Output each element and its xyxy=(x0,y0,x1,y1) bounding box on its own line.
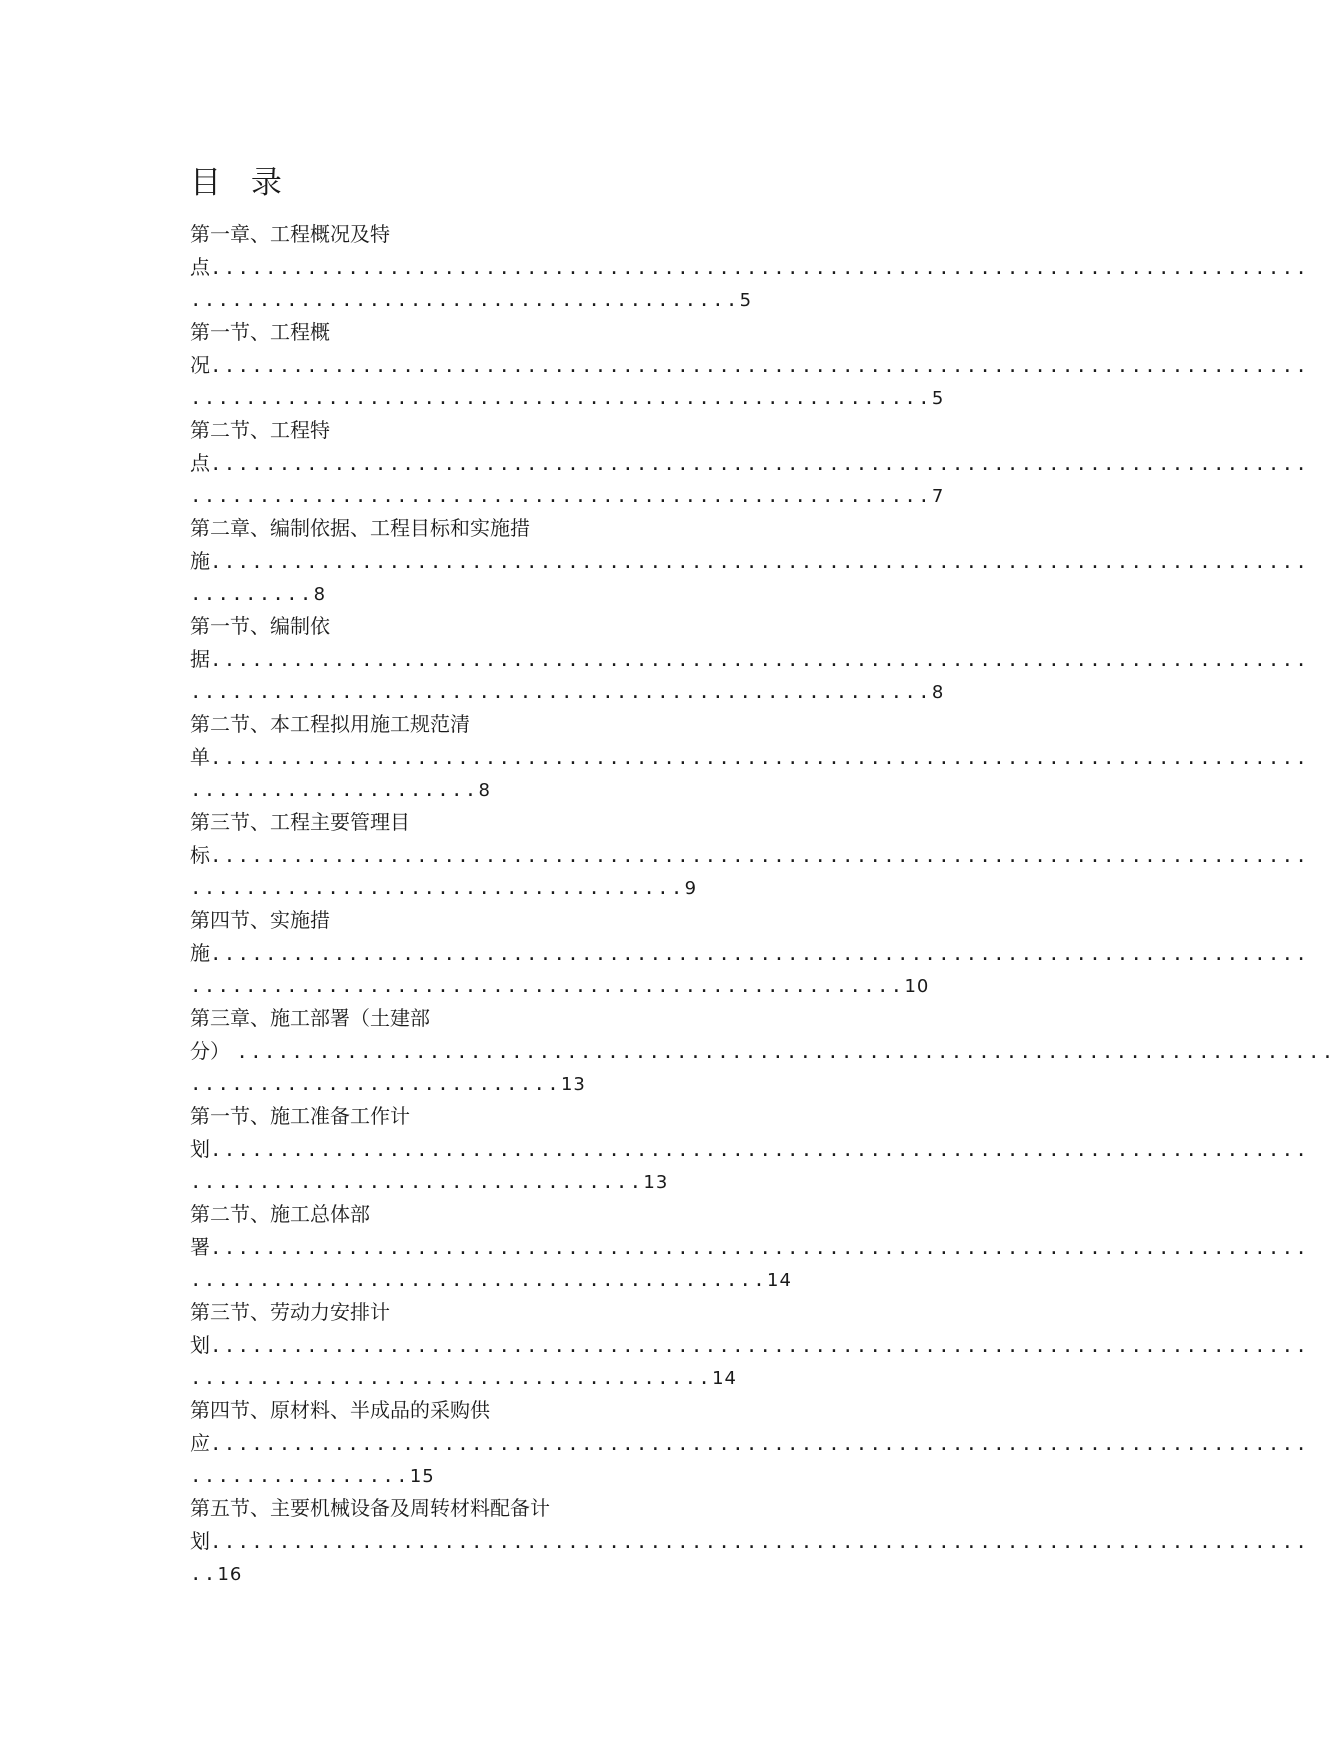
toc-entry-continuation-line xyxy=(190,1231,1310,1264)
leader-dots: ........................................ xyxy=(190,289,740,311)
toc-entry[interactable] xyxy=(190,1100,1310,1198)
toc-entry-heading: 第三节、工程主要管理目 xyxy=(190,810,410,834)
toc-entry-continuation: 标 xyxy=(190,842,210,867)
leader-dots: ......... xyxy=(190,583,314,605)
toc-entry-continuation: 划 xyxy=(190,1332,210,1357)
page-number: 13 xyxy=(643,1172,669,1193)
toc-entry-continuation-line xyxy=(190,349,1310,382)
leader-dots: ................................................................................ xyxy=(210,1432,1310,1455)
toc-entry-continuation-line xyxy=(190,1427,1310,1460)
toc-entry-heading: 第五节、主要机械设备及周转材料配备计 xyxy=(190,1496,550,1520)
toc-entry-continuation-line xyxy=(190,839,1310,872)
leader-dots: .......................................... xyxy=(190,1269,768,1291)
toc-entry-page-line xyxy=(190,381,1066,414)
toc-entry[interactable] xyxy=(190,1492,1310,1590)
toc-entry-continuation-line xyxy=(190,1329,1310,1362)
leader-dots: ................................................................................ xyxy=(210,256,1310,279)
leader-dots: .................................... xyxy=(190,877,685,899)
toc-entry-continuation: 划 xyxy=(190,1528,210,1553)
toc-entry[interactable] xyxy=(190,708,1310,806)
page-number: 14 xyxy=(767,1270,792,1291)
leader-dots: ................................................................................ xyxy=(210,452,1310,475)
toc-list xyxy=(190,218,1335,1590)
toc-entry-continuation-line xyxy=(190,1525,1310,1558)
toc-entry-continuation-line xyxy=(190,643,1310,676)
toc-entry-continuation-line xyxy=(190,251,1310,284)
toc-entry-continuation-line xyxy=(190,447,1310,480)
toc-entry-page-line xyxy=(190,1459,1066,1492)
toc-entry-continuation: 点 xyxy=(190,450,210,475)
toc-entry-continuation: 分） xyxy=(190,1038,230,1063)
leader-dots: ...................................................... xyxy=(190,485,932,507)
toc-entry-heading: 第三节、劳动力安排计 xyxy=(190,1300,390,1324)
toc-entry-page-line xyxy=(190,1263,1066,1296)
toc-entry[interactable] xyxy=(190,1002,1335,1100)
page-number: 16 xyxy=(217,1564,243,1585)
toc-entry-continuation: 据 xyxy=(190,646,210,671)
toc-entry[interactable] xyxy=(190,316,1310,414)
toc-entry-page-line xyxy=(190,283,1066,316)
toc-entry-page-line xyxy=(190,1067,1066,1100)
page-number: 10 xyxy=(904,976,930,997)
leader-dots: .. xyxy=(190,1563,218,1585)
toc-entry-continuation: 况 xyxy=(190,352,210,377)
toc-entry[interactable] xyxy=(190,610,1310,708)
toc-entry-page-line xyxy=(190,577,1066,610)
toc-entry-continuation-line xyxy=(190,937,1310,970)
toc-entry-heading: 第三章、施工部署（土建部 xyxy=(190,1006,430,1030)
leader-dots: ................................................................................ xyxy=(210,1530,1310,1553)
toc-entry-page-line xyxy=(190,675,1066,708)
leader-dots: ................................................................................ xyxy=(210,354,1310,377)
leader-dots: ................ xyxy=(190,1465,410,1487)
toc-entry-page-line xyxy=(190,871,1066,904)
toc-entry-continuation: 应 xyxy=(190,1430,210,1455)
toc-entry[interactable] xyxy=(190,218,1310,316)
leader-dots: ................................................................................ xyxy=(210,1138,1310,1161)
page-number: 8 xyxy=(478,780,491,801)
toc-entry-heading: 第一节、编制依 xyxy=(190,614,330,638)
page-number: 8 xyxy=(931,682,945,703)
toc-entry-continuation-line xyxy=(190,1035,1335,1068)
toc-entry-heading: 第二节、施工总体部 xyxy=(190,1202,370,1226)
toc-entry[interactable] xyxy=(190,1394,1310,1492)
toc-entry-continuation: 施 xyxy=(190,548,210,573)
leader-dots: ................................................................................ xyxy=(210,746,1310,769)
leader-dots: ................................................................................ xyxy=(210,1334,1310,1357)
toc-entry[interactable] xyxy=(190,414,1310,512)
toc-entry-page-line xyxy=(190,773,1066,806)
leader-dots: ................................................................................ xyxy=(210,844,1310,867)
page-number: 5 xyxy=(739,290,753,311)
leader-dots: ...................................... xyxy=(190,1367,713,1389)
toc-entry-continuation: 点 xyxy=(190,254,210,279)
leader-dots: ................................................................................ xyxy=(210,648,1310,671)
toc-entry-continuation: 单 xyxy=(190,744,210,769)
leader-dots: ................................. xyxy=(190,1171,644,1193)
toc-entry-page-line xyxy=(190,479,1066,512)
toc-entry[interactable] xyxy=(190,512,1310,610)
toc-entry-page-line xyxy=(190,969,1066,1002)
toc-entry-continuation: 施 xyxy=(190,940,210,965)
toc-entry[interactable] xyxy=(190,1296,1310,1394)
toc-entry-continuation-line xyxy=(190,1133,1310,1166)
page-number: 14 xyxy=(712,1368,737,1389)
toc-entry-page-line xyxy=(190,1361,1066,1394)
leader-dots: ..................... xyxy=(190,779,479,801)
toc-entry-heading: 第二节、工程特 xyxy=(190,418,330,442)
toc-entry-continuation-line xyxy=(190,545,1310,578)
page-number: 9 xyxy=(684,878,698,899)
toc-entry-heading: 第四节、原材料、半成品的采购供 xyxy=(190,1398,490,1422)
leader-dots: .................................................... xyxy=(190,975,905,997)
page-number: 8 xyxy=(313,584,327,605)
leader-dots: ................................................................................ xyxy=(210,1236,1310,1259)
toc-entry-heading: 第二章、编制依据、工程目标和实施措 xyxy=(190,516,530,540)
page-number: 15 xyxy=(409,1466,435,1487)
page-number: 13 xyxy=(560,1074,586,1095)
toc-entry-heading: 第一节、施工准备工作计 xyxy=(190,1104,410,1128)
leader-dots: ................................................................................ xyxy=(236,1040,1335,1063)
toc-entry[interactable] xyxy=(190,1198,1310,1296)
page-number: 5 xyxy=(931,388,945,409)
leader-dots: ................................................................................ xyxy=(210,942,1310,965)
toc-entry-page-line xyxy=(190,1165,1066,1198)
page-number: 7 xyxy=(931,486,945,507)
leader-dots: ................................................................................ xyxy=(210,550,1310,573)
toc-entry-heading: 第一章、工程概况及特 xyxy=(190,222,390,246)
leader-dots: ...................................................... xyxy=(190,387,932,409)
toc-entry-heading: 第二节、本工程拟用施工规范清 xyxy=(190,712,470,736)
toc-entry-continuation: 划 xyxy=(190,1136,210,1161)
toc-entry-page-line xyxy=(190,1557,1066,1590)
leader-dots: ...................................................... xyxy=(190,681,932,703)
toc-title: 目 录 xyxy=(190,165,292,201)
toc-entry-heading: 第四节、实施措 xyxy=(190,908,330,932)
toc-entry-continuation: 署 xyxy=(190,1234,210,1259)
toc-entry-continuation-line xyxy=(190,741,1310,774)
leader-dots: ........................... xyxy=(190,1073,561,1095)
toc-entry[interactable] xyxy=(190,806,1310,904)
toc-entry[interactable] xyxy=(190,904,1310,1002)
toc-entry-heading: 第一节、工程概 xyxy=(190,320,330,344)
